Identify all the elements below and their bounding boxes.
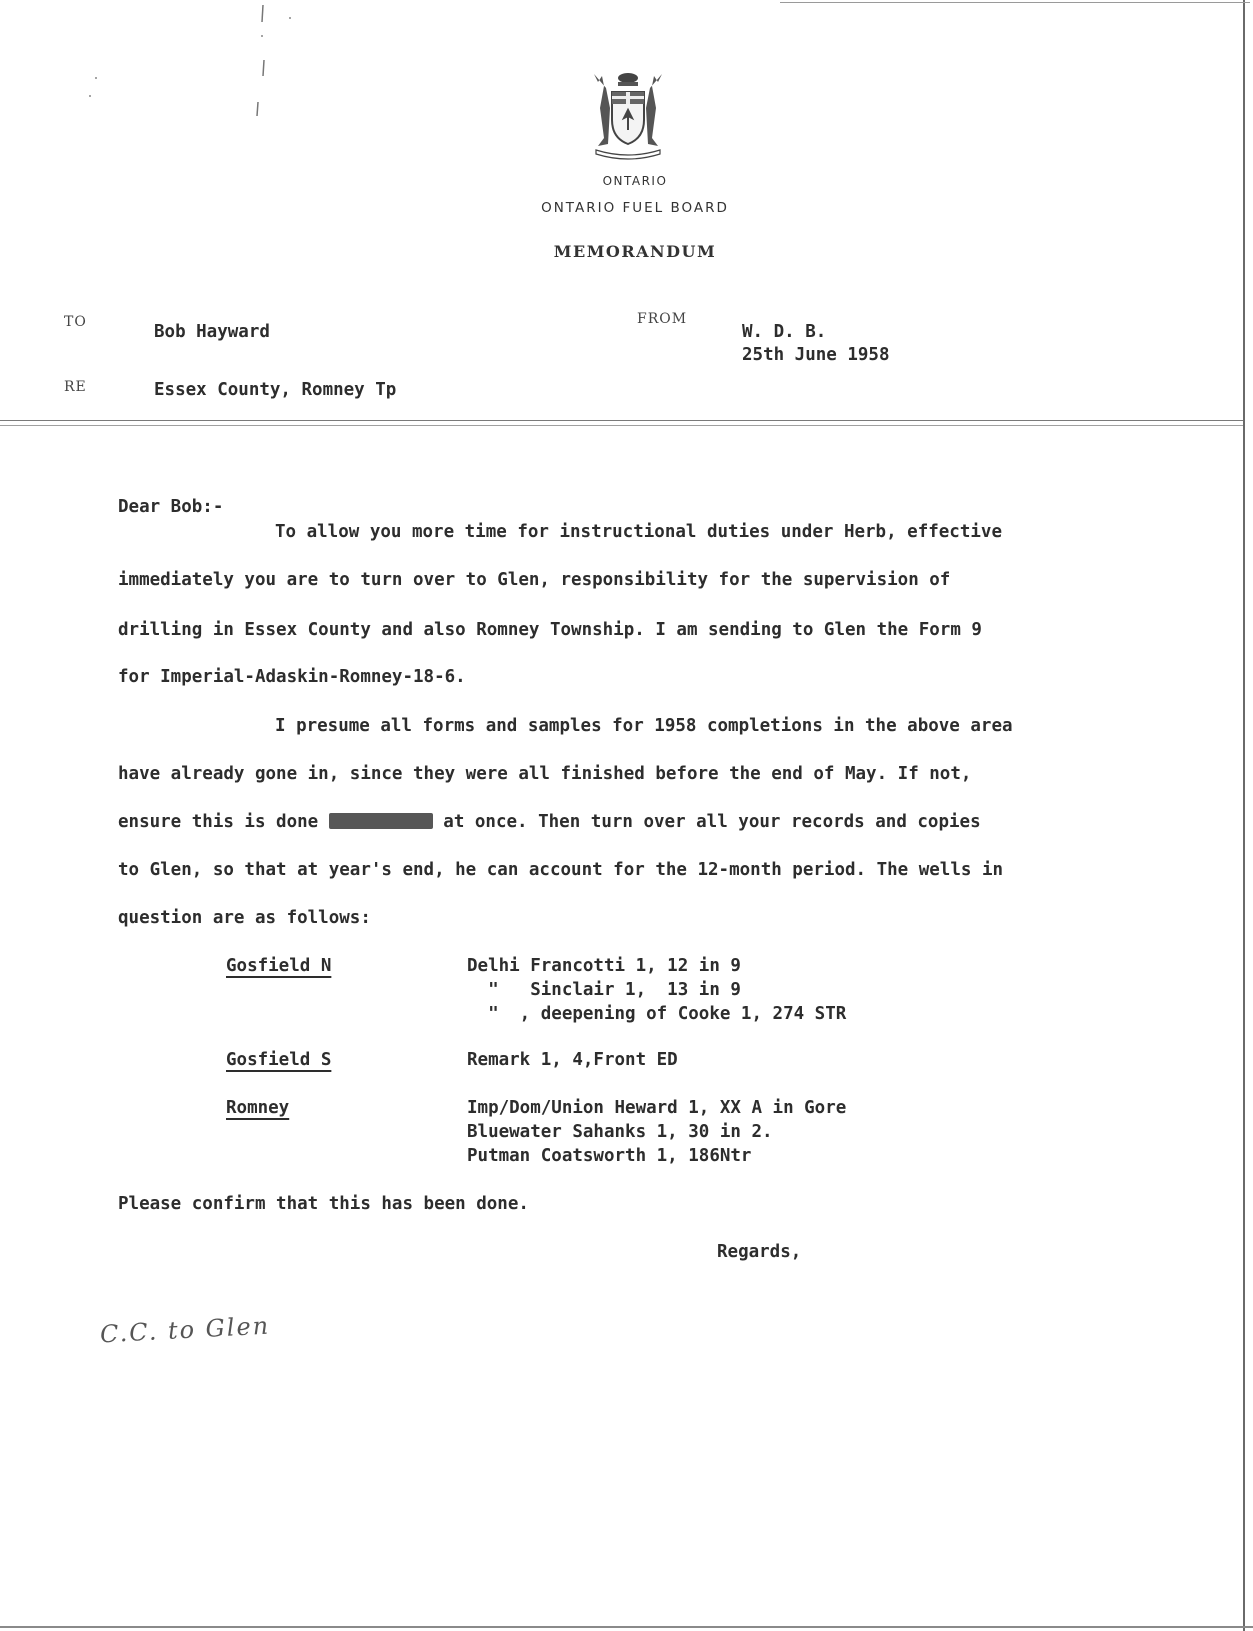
well-entry: " , deepening of Cooke 1, 274 STR	[467, 1004, 847, 1024]
well-entry: " Sinclair 1, 13 in 9	[467, 980, 741, 1000]
struck-out-word	[329, 813, 433, 829]
confirm-request: Please confirm that this has been done.	[118, 1194, 529, 1214]
well-entry: Bluewater Sahanks 1, 30 in 2.	[467, 1122, 773, 1142]
body-line	[118, 812, 981, 832]
body-text: ensure this is done	[118, 812, 319, 832]
re-value: Essex County, Romney Tp	[154, 380, 397, 400]
salutation: Dear Bob:-	[118, 497, 224, 517]
well-area-label: Gosfield S	[226, 1050, 332, 1070]
letterhead-province: ONTARIO	[602, 174, 668, 188]
well-entry: Imp/Dom/Union Heward 1, XX A in Gore	[467, 1098, 847, 1118]
page-edge-right	[1243, 0, 1245, 1631]
page-edge-top	[780, 2, 1250, 3]
header-divider-2	[0, 425, 1243, 426]
document-title: MEMORANDUM	[553, 242, 717, 261]
page-edge-bottom	[0, 1626, 1253, 1628]
well-area-label: Gosfield N	[226, 956, 332, 976]
body-line: for Imperial-Adaskin-Romney-18-6.	[118, 667, 466, 687]
scan-specks	[0, 0, 300, 160]
re-label: RE	[64, 379, 87, 395]
body-line: immediately you are to turn over to Glen, responsibility for the supervision of	[118, 570, 951, 590]
to-value: Bob Hayward	[154, 322, 270, 342]
well-entry: Putman Coatsworth 1, 186Ntr	[467, 1146, 752, 1166]
closing-regards: Regards,	[717, 1242, 802, 1262]
well-entry: Delhi Francotti 1, 12 in 9	[467, 956, 741, 976]
well-entry: Remark 1, 4,Front ED	[467, 1050, 678, 1070]
body-text: at once. Then turn over all your records and copies	[443, 812, 981, 832]
body-line: have already gone in, since they were all finished before the end of May. If not,	[118, 764, 972, 784]
to-label: TO	[64, 314, 87, 330]
memo-date: 25th June 1958	[742, 345, 890, 365]
body-line: I presume all forms and samples for 1958 completions in the above area	[275, 716, 1013, 736]
body-line: to Glen, so that at year's end, he can account for the 12-month period. The wells in	[118, 860, 1004, 880]
body-line: drilling in Essex County and also Romney Township. I am sending to Glen the Form 9	[118, 620, 982, 640]
ontario-crest-logo	[588, 68, 668, 160]
well-area-label: Romney	[226, 1098, 290, 1118]
letterhead-board: ONTARIO FUEL BOARD	[541, 200, 729, 216]
body-line: To allow you more time for instructional duties under Herb, effective	[275, 522, 1002, 542]
handwritten-cc-note: C.C. to Glen	[99, 1311, 271, 1349]
body-line: question are as follows:	[118, 908, 371, 928]
header-divider	[0, 420, 1243, 421]
from-value: W. D. B.	[742, 322, 827, 342]
from-label: FROM	[637, 311, 688, 327]
